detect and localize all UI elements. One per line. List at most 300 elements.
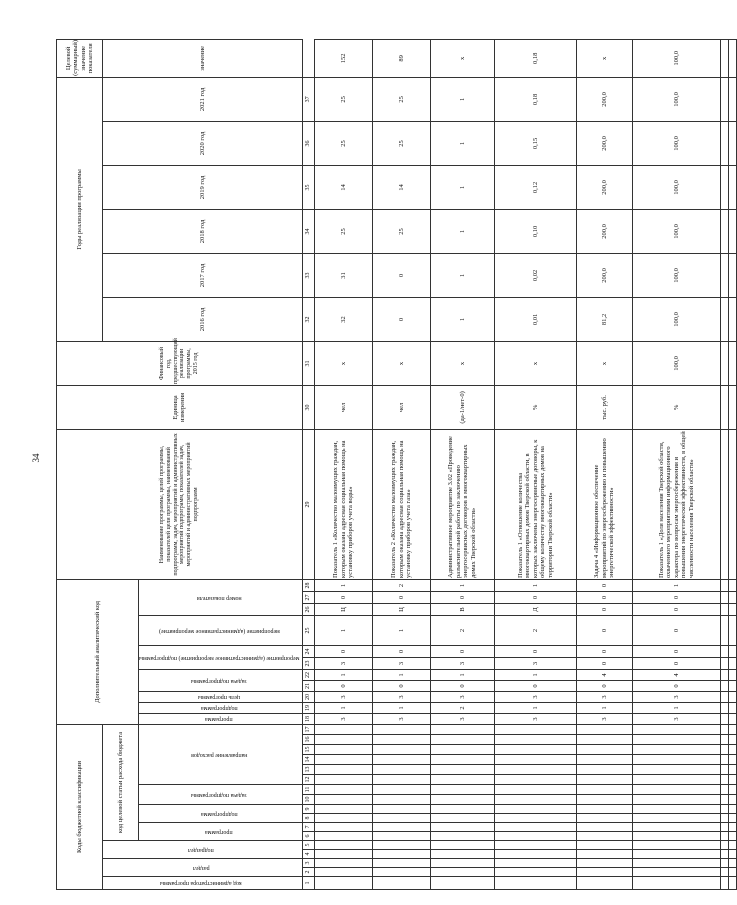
empty-cell <box>728 429 736 579</box>
code-cell: 3 <box>314 692 372 703</box>
code-cell: Ц <box>372 604 430 616</box>
column-number: 11 <box>302 785 314 795</box>
years-header: Годы реализации программы <box>57 77 103 341</box>
code-cell: 1 <box>632 579 720 591</box>
code-cell: 1 <box>576 703 632 714</box>
admin-code-header: код администратора программы <box>103 877 303 890</box>
indicator-name-cell: Административное мероприятие 3.02 «Проведение разъяснительной работы по заключению энергосервисных договоров в многоквартирных домах Тверской области» <box>430 429 494 579</box>
code-cell <box>314 765 372 775</box>
y2021-header: 2021 год <box>103 77 303 121</box>
empty-cell <box>720 765 728 775</box>
y2019-header: 2019 год <box>103 165 303 209</box>
value-2021-cell: 1 <box>430 77 494 121</box>
code-cell <box>372 868 430 877</box>
empty-cell <box>720 859 728 868</box>
empty-row <box>728 39 736 889</box>
code-cell <box>576 745 632 755</box>
value-2021-cell: 25 <box>372 77 430 121</box>
column-number: 15 <box>302 745 314 755</box>
value-2019-cell: 14 <box>314 165 372 209</box>
code-cell <box>576 725 632 735</box>
value-2020-cell: 25 <box>372 121 430 165</box>
code-cell: 0 <box>314 646 372 658</box>
code-cell <box>576 755 632 765</box>
indicator-name-cell: Показатель 2 «Количество малоимущих граждан, которым оказана адресная социальная помощь на установку приборов учета газа» <box>372 429 430 579</box>
code-cell <box>372 805 430 814</box>
empty-cell <box>720 745 728 755</box>
code-cell: 0 <box>430 681 494 692</box>
column-number: 31 <box>302 341 314 385</box>
code-cell <box>494 765 576 775</box>
code-cell <box>632 785 720 795</box>
code-cell: В <box>430 604 494 616</box>
value-2020-cell: 25 <box>314 121 372 165</box>
value-2020-cell: 200,0 <box>576 121 632 165</box>
value-2020-cell: 0,15 <box>494 121 576 165</box>
code-cell <box>632 841 720 850</box>
code-cell <box>494 755 576 765</box>
empty-cell <box>728 646 736 658</box>
expense-direction-header: направление расходов <box>139 725 303 785</box>
table-body <box>314 39 736 889</box>
code-cell <box>576 841 632 850</box>
empty-cell <box>720 165 728 209</box>
code-cell <box>632 805 720 814</box>
empty-cell <box>728 385 736 429</box>
value-2016-cell: 0 <box>372 297 430 341</box>
fin-year-header: Финансовый год, предшествующий реализации программы, 2015 год <box>57 341 303 385</box>
value-2021-cell: 0,18 <box>494 77 576 121</box>
empty-cell <box>728 692 736 703</box>
value-2016-cell: 0,01 <box>494 297 576 341</box>
value-2017-cell: 200,0 <box>576 253 632 297</box>
code-cell <box>632 832 720 841</box>
code-cell <box>494 823 576 832</box>
value-2017-cell: 100,0 <box>632 253 720 297</box>
code-cell <box>632 735 720 745</box>
empty-cell <box>720 692 728 703</box>
code-cell <box>632 775 720 785</box>
code-cell <box>576 775 632 785</box>
column-number: 20 <box>302 692 314 703</box>
empty-cell <box>720 775 728 785</box>
value-2016-cell: 81,2 <box>576 297 632 341</box>
empty-cell <box>728 823 736 832</box>
empty-cell <box>728 39 736 77</box>
code-cell <box>576 832 632 841</box>
a-goal-header: цель программы <box>139 692 303 703</box>
empty-cell <box>720 714 728 725</box>
code-cell: 1 <box>494 579 576 591</box>
empty-cell <box>728 868 736 877</box>
empty-cell <box>720 785 728 795</box>
empty-cell <box>720 385 728 429</box>
column-number: 30 <box>302 385 314 429</box>
empty-cell <box>720 39 728 77</box>
code-cell <box>576 859 632 868</box>
code-cell: 0 <box>632 592 720 604</box>
target-article-header: код целевой статьи расхода бюджета <box>103 725 139 841</box>
code-cell <box>372 785 430 795</box>
y2018-header: 2018 год <box>103 209 303 253</box>
empty-cell <box>728 658 736 670</box>
code-cell <box>430 850 494 859</box>
code-cell: 3 <box>632 692 720 703</box>
a-activity-type-header: мероприятие (административное мероприятие) <box>139 616 303 646</box>
value-2019-cell: 100,0 <box>632 165 720 209</box>
column-number: 29 <box>302 429 314 579</box>
a-activity-header: мероприятие (административное мероприятие) подпрограммы <box>139 646 303 670</box>
value-2019-cell: 0,12 <box>494 165 576 209</box>
code-cell <box>314 735 372 745</box>
column-number: 34 <box>302 209 314 253</box>
unit-header: Единица измерения <box>57 385 303 429</box>
empty-cell <box>720 616 728 646</box>
column-number: 3 <box>302 859 314 868</box>
empty-cell <box>728 579 736 591</box>
code-cell <box>430 841 494 850</box>
table-row <box>576 39 632 889</box>
code-cell <box>632 877 720 890</box>
empty-cell <box>720 429 728 579</box>
indicator-name-cell: Задача 4 «Информационное обеспечение мероприятий по энергосбережению и повышению энергетической эффективности» <box>576 429 632 579</box>
code-cell <box>372 795 430 805</box>
empty-cell <box>728 592 736 604</box>
unit-cell: тыс. руб. <box>576 385 632 429</box>
empty-cell <box>728 725 736 735</box>
empty-cell <box>720 341 728 385</box>
empty-cell <box>728 735 736 745</box>
empty-cell <box>728 814 736 823</box>
code-cell <box>430 795 494 805</box>
code-cell <box>632 745 720 755</box>
base-year-cell: 100,0 <box>632 341 720 385</box>
code-cell <box>430 859 494 868</box>
section-header: раздел <box>103 859 303 877</box>
value-2017-cell: 0,02 <box>494 253 576 297</box>
column-number: 1 <box>302 877 314 890</box>
empty-cell <box>728 850 736 859</box>
empty-cell <box>720 755 728 765</box>
empty-cell <box>720 253 728 297</box>
code-cell: 0 <box>576 579 632 591</box>
empty-cell <box>720 725 728 735</box>
target-value-header: значение <box>103 39 303 77</box>
code-cell <box>632 850 720 859</box>
empty-cell <box>728 616 736 646</box>
code-cell: 0 <box>576 604 632 616</box>
code-cell <box>372 841 430 850</box>
code-cell: 1 <box>430 670 494 681</box>
table-row <box>372 39 430 889</box>
subprogram-code-header: подпрограмма <box>139 805 303 823</box>
column-number: 35 <box>302 165 314 209</box>
code-cell <box>314 805 372 814</box>
empty-cell <box>720 604 728 616</box>
value-2021-cell: 200,0 <box>576 77 632 121</box>
empty-cell <box>720 841 728 850</box>
code-cell: 2 <box>494 616 576 646</box>
code-cell <box>494 805 576 814</box>
code-cell: 0 <box>494 646 576 658</box>
code-cell: 0 <box>632 616 720 646</box>
code-cell: 0 <box>632 681 720 692</box>
code-cell: 3 <box>576 692 632 703</box>
code-cell <box>430 775 494 785</box>
target-value-cell: х <box>430 39 494 77</box>
base-year-cell: х <box>576 341 632 385</box>
code-cell <box>430 832 494 841</box>
value-2020-cell: 100,0 <box>632 121 720 165</box>
column-number: 24 <box>302 646 314 658</box>
value-2019-cell: 1 <box>430 165 494 209</box>
code-cell: 1 <box>314 703 372 714</box>
empty-cell <box>720 209 728 253</box>
empty-cell <box>720 579 728 591</box>
value-2016-cell: 1 <box>430 297 494 341</box>
code-cell <box>632 814 720 823</box>
code-cell <box>372 850 430 859</box>
a-program-header: программа <box>139 714 303 725</box>
column-number: 2 <box>302 868 314 877</box>
table-row <box>632 39 720 889</box>
code-cell <box>494 868 576 877</box>
empty-cell <box>720 795 728 805</box>
column-number: 18 <box>302 714 314 725</box>
empty-cell <box>728 77 736 121</box>
column-number: 27 <box>302 592 314 604</box>
value-2017-cell: 1 <box>430 253 494 297</box>
code-cell <box>372 765 430 775</box>
code-cell <box>494 725 576 735</box>
empty-cell <box>728 859 736 868</box>
code-cell <box>314 795 372 805</box>
empty-cell <box>728 253 736 297</box>
indicator-name-cell: Показатель 1 «Доля населения Тверской области, охваченного мероприятиями информационного характера по вопросам энергосбережения и повышения энергетической эффективности, в общей численности населения Тверской области» <box>632 429 720 579</box>
code-cell <box>314 745 372 755</box>
empty-cell <box>720 646 728 658</box>
table-row <box>430 39 494 889</box>
code-cell <box>372 775 430 785</box>
code-cell <box>576 765 632 775</box>
empty-cell <box>728 795 736 805</box>
target-value-cell: 100,0 <box>632 39 720 77</box>
value-2021-cell: 100,0 <box>632 77 720 121</box>
code-cell <box>632 823 720 832</box>
code-cell: 1 <box>372 616 430 646</box>
empty-cell <box>728 841 736 850</box>
code-cell: 3 <box>494 692 576 703</box>
code-cell <box>576 795 632 805</box>
empty-cell <box>720 850 728 859</box>
value-2017-cell: 0 <box>372 253 430 297</box>
empty-cell <box>720 735 728 745</box>
empty-cell <box>720 297 728 341</box>
code-cell: 1 <box>314 616 372 646</box>
code-cell <box>314 841 372 850</box>
code-cell <box>314 877 372 890</box>
column-number: 8 <box>302 814 314 823</box>
code-cell: 0 <box>430 646 494 658</box>
code-cell <box>576 877 632 890</box>
code-cell <box>494 832 576 841</box>
code-cell <box>632 755 720 765</box>
a-task-header: задача подпрограммы <box>139 670 303 692</box>
empty-cell <box>728 703 736 714</box>
code-cell: 3 <box>430 714 494 725</box>
code-cell <box>576 814 632 823</box>
code-cell <box>632 725 720 735</box>
base-year-cell: х <box>494 341 576 385</box>
column-number: 37 <box>302 77 314 121</box>
subsection-header: подраздел <box>103 841 303 859</box>
empty-cell <box>720 77 728 121</box>
empty-cell <box>728 165 736 209</box>
code-cell: 0 <box>576 658 632 670</box>
empty-cell <box>720 832 728 841</box>
code-cell: 3 <box>576 714 632 725</box>
code-cell <box>430 735 494 745</box>
column-number: 4 <box>302 850 314 859</box>
code-cell <box>494 877 576 890</box>
column-numbers-row <box>302 39 314 889</box>
code-cell <box>494 795 576 805</box>
code-cell: 0 <box>314 592 372 604</box>
column-number: 13 <box>302 765 314 775</box>
empty-cell <box>720 592 728 604</box>
empty-cell <box>720 877 728 890</box>
empty-cell <box>728 209 736 253</box>
code-cell <box>430 868 494 877</box>
code-cell: 1 <box>314 579 372 591</box>
empty-cell <box>728 755 736 765</box>
a-subprogram-header: подпрограмма <box>139 703 303 714</box>
code-cell: 1 <box>314 670 372 681</box>
unit-cell: % <box>632 385 720 429</box>
empty-cell <box>720 805 728 814</box>
y2017-header: 2017 год <box>103 253 303 297</box>
code-cell <box>494 775 576 785</box>
empty-cell <box>728 121 736 165</box>
column-number: 32 <box>302 297 314 341</box>
code-cell <box>372 814 430 823</box>
code-cell <box>430 805 494 814</box>
empty-cell <box>720 823 728 832</box>
column-number: 19 <box>302 703 314 714</box>
code-cell: 4 <box>576 670 632 681</box>
empty-cell <box>720 658 728 670</box>
value-2019-cell: 14 <box>372 165 430 209</box>
page-number: 34 <box>31 453 41 463</box>
code-cell: 3 <box>372 658 430 670</box>
code-cell <box>494 785 576 795</box>
target-value-cell: 152 <box>314 39 372 77</box>
code-cell <box>314 775 372 785</box>
code-cell: 2 <box>372 579 430 591</box>
code-cell <box>632 765 720 775</box>
code-cell <box>314 850 372 859</box>
code-cell <box>430 823 494 832</box>
code-cell: 0 <box>314 681 372 692</box>
a-indicator-number-header: номер показателя <box>139 579 303 615</box>
code-cell <box>314 755 372 765</box>
target-value-cell: 0,18 <box>494 39 576 77</box>
code-cell <box>632 859 720 868</box>
code-cell: 3 <box>494 658 576 670</box>
code-cell: 0 <box>632 646 720 658</box>
code-cell: Д <box>494 604 576 616</box>
column-number: 33 <box>302 253 314 297</box>
value-2018-cell: 200,0 <box>576 209 632 253</box>
value-2018-cell: 25 <box>314 209 372 253</box>
code-cell: Ц <box>314 604 372 616</box>
code-cell <box>430 755 494 765</box>
value-2018-cell: 0,10 <box>494 209 576 253</box>
code-cell: 1 <box>372 703 430 714</box>
value-2016-cell: 32 <box>314 297 372 341</box>
value-2019-cell: 200,0 <box>576 165 632 209</box>
code-cell: 3 <box>494 714 576 725</box>
empty-cell <box>720 703 728 714</box>
code-cell: 0 <box>632 604 720 616</box>
value-2016-cell: 100,0 <box>632 297 720 341</box>
code-cell <box>314 832 372 841</box>
base-year-cell: х <box>372 341 430 385</box>
code-cell <box>372 877 430 890</box>
empty-cell <box>720 814 728 823</box>
code-cell <box>314 859 372 868</box>
code-cell <box>632 795 720 805</box>
column-number: 9 <box>302 805 314 814</box>
column-number: 36 <box>302 121 314 165</box>
empty-cell <box>728 765 736 775</box>
rotated-table-wrapper <box>56 39 695 890</box>
code-cell <box>494 850 576 859</box>
code-cell: 1 <box>494 670 576 681</box>
empty-cell <box>728 745 736 755</box>
column-number: 7 <box>302 823 314 832</box>
unit-cell: (да-1/нет-0) <box>430 385 494 429</box>
code-cell: 0 <box>430 592 494 604</box>
column-number: 17 <box>302 725 314 735</box>
code-cell: 1 <box>430 579 494 591</box>
empty-cell <box>728 785 736 795</box>
indicator-name-cell: Показатель 1 «Отношение количества многоквартирных домов Тверской области, в которых заключены энергосервисные договоры, к общему количеству многоквартирных домов на территории Тверской области» <box>494 429 576 579</box>
empty-cell <box>728 714 736 725</box>
empty-cell <box>728 775 736 785</box>
column-number: 21 <box>302 681 314 692</box>
table-row <box>494 39 576 889</box>
code-cell <box>494 745 576 755</box>
code-cell <box>632 868 720 877</box>
program-indicators-table <box>56 39 737 890</box>
empty-cell <box>728 877 736 890</box>
empty-row <box>720 39 728 889</box>
unit-cell: чел <box>314 385 372 429</box>
base-year-cell: х <box>430 341 494 385</box>
column-number: 12 <box>302 775 314 785</box>
empty-cell <box>728 670 736 681</box>
code-cell <box>314 725 372 735</box>
code-cell: 2 <box>430 703 494 714</box>
code-cell <box>430 725 494 735</box>
code-cell <box>576 785 632 795</box>
empty-cell <box>728 297 736 341</box>
name-header: Наименование программы, целей программы, показателей цели программы, наименований подпрограмм, задач, мероприятий и административных мероприятий подпрограмм, показателей задач, мероприятий и административных мероприятий подпрограмм <box>57 429 303 579</box>
code-cell: 0 <box>576 592 632 604</box>
code-cell: 3 <box>314 658 372 670</box>
code-cell <box>494 841 576 850</box>
